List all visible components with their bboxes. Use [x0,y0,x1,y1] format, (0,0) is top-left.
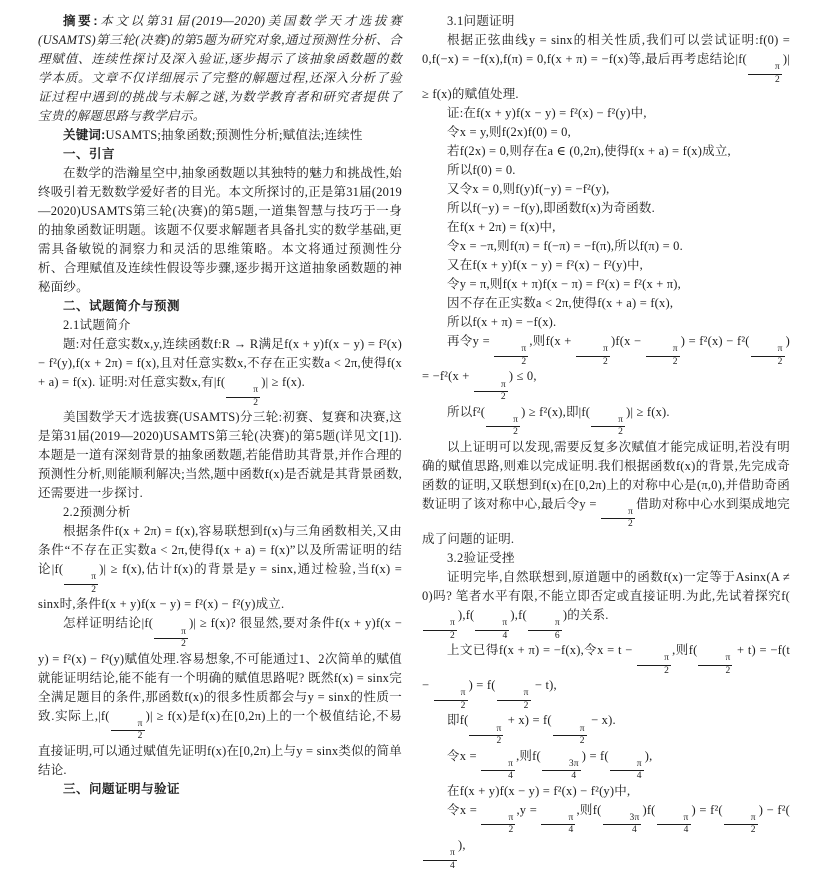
body-paragraph [422,782,790,801]
body-paragraph [38,614,402,779]
fraction: $\frac{\pi}{4}$ [610,760,644,782]
body-paragraph [422,256,790,275]
paragraph-text: 令x = −π,则f(π) = f(−π) = −f(π),所以f(π) = 0. [447,239,683,254]
paragraph-text: 所以f(−y) = −f(y),即函数f(x)为奇函数. [447,201,655,216]
fraction: $\frac{\pi}{2}$ [637,654,671,676]
fraction: $\frac{\pi}{2}$ [423,619,457,641]
paragraph-text: 所以f²( $\frac{\pi}{2}$ ) ≥ f²(x),即|f( $\frac{\pi}{2}$ )| ≥ f(x). [447,404,670,438]
body-paragraph [422,123,790,142]
body-paragraph [422,403,790,438]
fraction: $\frac{\pi}{2}$ [751,345,785,367]
right-column [422,12,791,871]
body-paragraph [422,237,790,256]
body-paragraph [422,218,790,237]
paragraph-text: 所以f(0) = 0. [447,163,516,178]
paragraph-text: 三、问题证明与验证 [63,781,181,796]
paragraph-text: 根据正弦曲线y = sinx的相关性质,我们可以尝试证明:f(0) = 0,f(−x) = −f(x),f(π) = 0,f(x + π) = −f(x)等,最后再考虑结论|f( $\frac{\pi}{2}$ )| ≥ f(x)的赋值处理. [422,33,790,102]
paragraph-text: 在数学的浩瀚星空中,抽象函数题以其独特的魅力和挑战性,始终吸引着无数数学爱好者的目光。本文所探讨的,正是第31届(2019—2020)USAMTS第三轮(决赛)的第5题,一道集智慧与技巧于一身的抽象函数证明题。该题不仅要求解题者具备扎实的数学基础,更需具备敏锐的洞察力和灵活的思维策略。本文将通过预测性分析、合理赋值及连续性假设等步骤,逐步揭开这道抽象函数题的神秘面纱。 [38,166,402,294]
fraction: $\frac{\pi}{4}$ [541,814,575,836]
paragraph-text: 又在f(x + y)f(x − y) = f²(x) − f²(y)中, [447,258,643,273]
body-paragraph [422,801,790,871]
fraction: $\frac{\pi}{2}$ [497,689,531,711]
fraction: $\frac{3\pi}{4}$ [542,760,581,782]
fraction: $\frac{\pi}{2}$ [434,689,468,711]
paragraph-text: 即f( $\frac{\pi}{2}$ + x) = f( $\frac{\pi}{2}$ − x). [447,713,616,747]
paragraph-text: 在f(x + 2π) = f(x)中, [447,220,556,235]
fraction: $\frac{\pi}{2}$ [576,345,610,367]
fraction: $\frac{\pi}{2}$ [226,386,260,408]
body-paragraph [422,313,790,332]
fraction: $\frac{\pi}{4}$ [423,849,457,871]
paragraph-text: USAMTS;抽象函数;预测性分析;赋值法;连续性 [105,128,363,142]
paragraph-text: 证明完毕,自然联想到,原道题中的函数f(x)一定等于Asinx(A ≠ 0)吗? 笔者水平有限,不能立即否定或直接证明.为此,先试着探究f( $\frac{\pi}{2}$ ),f( $\frac{\pi}{4}$ ),f( $\frac{\pi}{6}$ )的关系. [422,569,790,641]
section-heading [38,145,402,164]
section-heading [38,297,402,316]
body-paragraph [422,747,790,782]
body-paragraph [422,199,790,218]
fraction: $\frac{\pi}{6}$ [528,619,562,641]
fraction: $\frac{\pi}{2}$ [481,814,515,836]
fraction: $\frac{\pi}{2}$ [469,725,503,747]
body-paragraph [422,275,790,294]
body-paragraph [422,31,790,104]
fraction: $\frac{\pi}{2}$ [494,345,528,367]
subsection-heading [38,316,402,335]
fraction: $\frac{\pi}{2}$ [591,416,625,438]
body-paragraph [422,294,790,313]
paragraph-text: 2.1试题简介 [63,318,131,332]
body-paragraph [38,522,402,614]
paragraph-text: 以上证明可以发现,需要反复多次赋值才能完成证明,若没有明确的赋值思路,则难以完成证明.我们根据函数f(x)的背景,先完成奇函数的证明,又联想到f(x)在[0,2π)上的对称中心是(π,0),并借助奇函数证明了该对称中心,最后令y = $\frac{\pi}{2}$ 借助对称中心水到渠成地完成了问题的证明. [422,439,790,546]
paragraph-text: 因不存在正实数a < 2π,使得f(x + a) = f(x), [447,296,674,311]
paragraph-text: 所以f(x + π) = −f(x). [447,315,557,330]
fraction: $\frac{\pi}{2}$ [64,573,98,595]
fraction: $\frac{\pi}{2}$ [553,725,587,747]
paragraph-text: 根据条件f(x + 2π) = f(x),容易联想到f(x)与三角函数相关,又由条件“不存在正实数a < 2π,使得f(x + a) = f(x)”以及所需证明的结论|f( $\frac{\pi}{2}$ )| ≥ f(x),估计f(x)的背景是y = sinx,通过检验,当f(x) = sinx时,条件f(x + y)f(x − y) = f²(x) − f²(y)成立. [38,524,402,612]
paragraph-label: 摘要: [63,14,98,28]
left-column [38,12,402,853]
body-paragraph [422,161,790,180]
paragraph-text: 上文已得f(x + π) = −f(x),令x = t − $\frac{\pi}{2}$ ,则f( $\frac{\pi}{2}$ + t) = −f(t − $\frac{\pi}{2}$ ) = f( $\frac{\pi}{2}$ − t), [422,643,790,711]
paragraph-text: 题:对任意实数x,y,连续函数f:R → R满足f(x + y)f(x − y) = f²(x) − f²(y),f(x + 2π) = f(x),且对任意实数x,不存在正实数a < 2π,使得f(x + a) = f(x). 证明:对任意实数x,有|f( $\frac{\pi}{2}$ )| ≥ f(x). [38,337,402,408]
paragraph-text: 再令y = $\frac{\pi}{2}$ ,则f(x + $\frac{\pi}{2}$ )f(x − $\frac{\pi}{2}$ ) = f²(x) − f²( $\frac{\pi}{2}$ ) = −f²(x + $\frac{\pi}{2}$ ) ≤ 0, [422,334,791,403]
fraction: $\frac{\pi}{2}$ [154,628,188,650]
fraction: $\frac{\pi}{2}$ [601,508,635,530]
paragraph-text: 本文以第31届(2019—2020)美国数学天才选拔赛(USAMTS)第三轮(决赛)的第5题为研究对象,通过预测性分析、合理赋值、连续性探讨及深入验证,逐步揭示了该抽象函数题的数学本质。文章不仅详细展示了完整的解题过程,还深入分析了验证过程中遇到的挑战与未解之谜,为数学教育者和研究者提供了宝贵的解题思路与教学启示。 [38,14,402,123]
body-paragraph [422,568,790,641]
subsection-heading [422,549,790,568]
abstract-paragraph [38,12,402,126]
paragraph-text: 若f(2x) = 0,则存在a ∈ (0,2π),使得f(x + a) = f(x)成立, [447,144,731,159]
paragraph-text: 令y = π,则f(x + π)f(x − π) = f²(x) = f²(x + π), [447,277,681,292]
fraction: $\frac{\pi}{4}$ [481,760,515,782]
fraction: $\frac{\pi}{2}$ [486,416,520,438]
body-paragraph [38,408,402,503]
body-paragraph [38,335,402,408]
body-paragraph [422,332,790,402]
body-paragraph [422,438,790,549]
paragraph-text: 怎样证明结论|f( $\frac{\pi}{2}$ )| ≥ f(x)? 很显然,要对条件f(x + y)f(x − y) = f²(x) − f²(y)赋值处理.容易想象,不可能通过1、2次简单的赋值就能证明结论,能不能有一个明确的赋值思路呢? 既然f(x) = sinx完全满足题目的条件,那函数f(x)的很多性质都会与y = sinx的性质一致.实际上,|f( $\frac{\pi}{2}$ )| ≥ f(x)是f(x)在[0,2π)上的一个极值结论,不易直接证明,可以通过赋值先证明f(x)在[0,2π)上与y = sinx类似的简单结论. [38,616,402,777]
body-paragraph [38,164,402,297]
body-paragraph [422,180,790,199]
fraction: $\frac{\pi}{2}$ [474,381,508,403]
body-paragraph [422,142,790,161]
paragraph-text: 在f(x + y)f(x − y) = f²(x) − f²(y)中, [447,783,631,798]
body-paragraph [422,711,790,746]
paragraph-text: 令x = y,则f(2x)f(0) = 0, [447,125,571,140]
fraction: $\frac{\pi}{2}$ [646,345,680,367]
fraction: $\frac{\pi}{2}$ [111,720,145,742]
paragraph-text: 二、试题简介与预测 [63,299,181,313]
paragraph-text: 又令x = 0,则f(y)f(−y) = −f²(y), [447,182,610,197]
subsection-heading [422,12,790,31]
paragraph-text: 2.2预测分析 [63,505,131,520]
fraction: $\frac{\pi}{2}$ [698,654,732,676]
paragraph-text: 令x = $\frac{\pi}{4}$ ,则f( $\frac{3\pi}{4}$ ) = f( $\frac{\pi}{4}$ ), [447,748,653,782]
paragraph-text: 美国数学天才选拔赛(USAMTS)分三轮:初赛、复赛和决赛,这是第31届(2019—2020)USAMTS第三轮(决赛)的第5题(详见文[1]).本题是一道有深刻背景的抽象函数题,若能借助其背景,并作合理的预测性分析,则能顺利解决;当然,题中函数f(x)是否就是其背景函数,还需要进一步探讨. [38,410,402,501]
paragraph-label: 关键词: [63,128,106,142]
fraction: $\frac{\pi}{2}$ [748,63,782,85]
paragraph-text: 3.1问题证明 [447,14,515,28]
subsection-heading [38,503,402,522]
paragraph-text: 证:在f(x + y)f(x − y) = f²(x) − f²(y)中, [447,106,647,121]
fraction: $\frac{\pi}{4}$ [657,814,691,836]
fraction: $\frac{3\pi}{4}$ [603,814,642,836]
body-paragraph [422,104,790,123]
section-heading [38,780,402,799]
paragraph-text: 一、引言 [63,147,116,161]
body-paragraph [422,641,790,711]
paragraph-text: 3.2验证受挫 [447,550,515,565]
fraction: $\frac{\pi}{4}$ [475,619,509,641]
keywords-line [38,126,402,145]
paragraph-text: 令x = $\frac{\pi}{2}$ ,y = $\frac{\pi}{4}$ ,则f( $\frac{3\pi}{4}$ )f( $\frac{\pi}{4}$ ) = f²( $\frac{\pi}{2}$ ) − f²( $\frac{\pi}{4}$ ), [422,803,790,852]
fraction: $\frac{\pi}{2}$ [724,814,758,836]
